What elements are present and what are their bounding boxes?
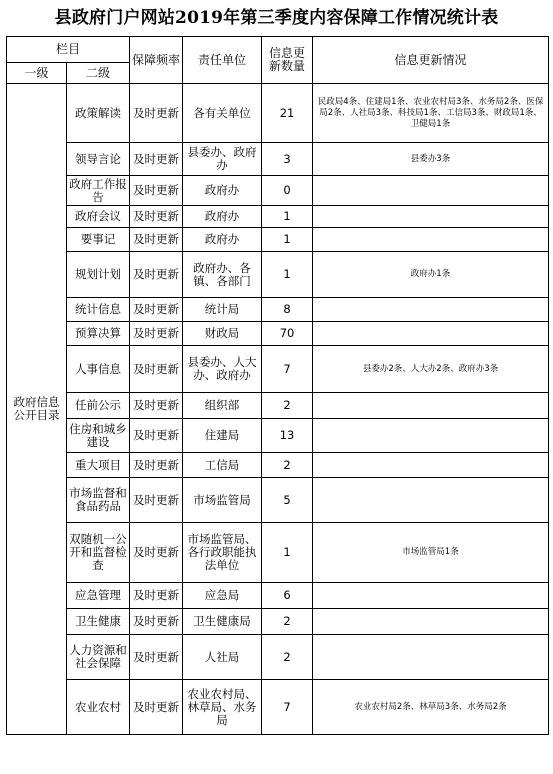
- table-row: [7, 298, 549, 322]
- table-row: [7, 143, 549, 176]
- responsible-unit-cell: 县委办、人大办、政府办: [183, 346, 262, 393]
- frequency-cell: 及时更新: [130, 252, 183, 298]
- responsible-unit-cell: 农业农村局、林草局、水务局: [183, 680, 262, 735]
- table-row: [7, 419, 549, 453]
- update-detail-cell: 县委办3条: [313, 143, 549, 176]
- level2-item-cell: 预算决算: [67, 322, 130, 346]
- table-row: [7, 609, 549, 635]
- update-count-cell: 1: [262, 228, 313, 252]
- update-detail-cell: [313, 228, 549, 252]
- statistics-table: [6, 36, 549, 735]
- responsible-unit-cell: 组织部: [183, 393, 262, 419]
- responsible-unit-cell: 市场监管局: [183, 478, 262, 523]
- header-level1: 一级: [7, 63, 67, 84]
- level2-item-cell: 政府工作报告: [67, 176, 130, 206]
- update-detail-cell: [313, 609, 549, 635]
- table-row: [7, 322, 549, 346]
- table-row: [7, 346, 549, 393]
- frequency-cell: 及时更新: [130, 609, 183, 635]
- level2-item-cell: 卫生健康: [67, 609, 130, 635]
- responsible-unit-cell: 卫生健康局: [183, 609, 262, 635]
- update-count-cell: 0: [262, 176, 313, 206]
- table-body: [7, 84, 549, 735]
- update-detail-cell: [313, 635, 549, 680]
- update-count-cell: 6: [262, 583, 313, 609]
- level2-item-cell: 人力资源和社会保障: [67, 635, 130, 680]
- update-count-cell: 3: [262, 143, 313, 176]
- update-detail-cell: [313, 298, 549, 322]
- level2-item-cell: 规划计划: [67, 252, 130, 298]
- update-count-cell: 5: [262, 478, 313, 523]
- table-row: [7, 176, 549, 206]
- level2-item-cell: 人事信息: [67, 346, 130, 393]
- header-frequency: 保障频率: [130, 37, 183, 84]
- responsible-unit-cell: 人社局: [183, 635, 262, 680]
- update-detail-cell: 民政局4条、住建局1条、农业农村局3条、水务局2条、医保局2条、人社局3条、科技局1条、工信局3条、财政局1条、卫健局1条: [313, 84, 549, 143]
- update-count-cell: 1: [262, 523, 313, 583]
- table-row: [7, 478, 549, 523]
- update-count-cell: 70: [262, 322, 313, 346]
- update-count-cell: 1: [262, 206, 313, 228]
- update-detail-cell: [313, 583, 549, 609]
- frequency-cell: 及时更新: [130, 84, 183, 143]
- update-detail-cell: [313, 453, 549, 478]
- level2-item-cell: 政府会议: [67, 206, 130, 228]
- update-count-cell: 7: [262, 346, 313, 393]
- update-count-cell: 2: [262, 609, 313, 635]
- update-count-cell: 7: [262, 680, 313, 735]
- responsible-unit-cell: 工信局: [183, 453, 262, 478]
- table-row: [7, 523, 549, 583]
- update-detail-cell: [313, 478, 549, 523]
- level2-item-cell: 住房和城乡建设: [67, 419, 130, 453]
- update-detail-cell: 市场监管局1条: [313, 523, 549, 583]
- frequency-cell: 及时更新: [130, 680, 183, 735]
- table-row: [7, 635, 549, 680]
- responsible-unit-cell: 应急局: [183, 583, 262, 609]
- update-detail-cell: 县委办2条、人大办2条、政府办3条: [313, 346, 549, 393]
- frequency-cell: 及时更新: [130, 419, 183, 453]
- responsible-unit-cell: 市场监管局、各行政职能执法单位: [183, 523, 262, 583]
- update-detail-cell: [313, 419, 549, 453]
- level2-item-cell: 应急管理: [67, 583, 130, 609]
- update-detail-cell: [313, 176, 549, 206]
- level2-item-cell: 统计信息: [67, 298, 130, 322]
- level2-item-cell: 重大项目: [67, 453, 130, 478]
- frequency-cell: 及时更新: [130, 298, 183, 322]
- update-detail-cell: 政府办1条: [313, 252, 549, 298]
- frequency-cell: 及时更新: [130, 228, 183, 252]
- frequency-cell: 及时更新: [130, 322, 183, 346]
- table-row: [7, 252, 549, 298]
- update-detail-cell: 农业农村局2条、林草局3条、水务局2条: [313, 680, 549, 735]
- responsible-unit-cell: 政府办: [183, 206, 262, 228]
- update-detail-cell: [313, 206, 549, 228]
- update-count-cell: 1: [262, 252, 313, 298]
- frequency-cell: 及时更新: [130, 583, 183, 609]
- frequency-cell: 及时更新: [130, 206, 183, 228]
- level2-item-cell: 任前公示: [67, 393, 130, 419]
- level2-item-cell: 领导言论: [67, 143, 130, 176]
- frequency-cell: 及时更新: [130, 523, 183, 583]
- update-count-cell: 21: [262, 84, 313, 143]
- responsible-unit-cell: 县委办、政府办: [183, 143, 262, 176]
- table-row: [7, 453, 549, 478]
- page-title: 县政府门户网站2019年第三季度内容保障工作情况统计表: [54, 8, 499, 28]
- level2-item-cell: 政策解读: [67, 84, 130, 143]
- table-row: [7, 583, 549, 609]
- header-level2: 二级: [67, 63, 130, 84]
- update-count-cell: 8: [262, 298, 313, 322]
- responsible-unit-cell: 统计局: [183, 298, 262, 322]
- table-row: [7, 84, 549, 143]
- table-row: [7, 228, 549, 252]
- update-count-cell: 2: [262, 635, 313, 680]
- frequency-cell: 及时更新: [130, 393, 183, 419]
- table-row: [7, 393, 549, 419]
- responsible-unit-cell: 政府办: [183, 228, 262, 252]
- responsible-unit-cell: 住建局: [183, 419, 262, 453]
- level2-item-cell: 市场监督和食品药品: [67, 478, 130, 523]
- header-update-detail: 信息更新情况: [313, 37, 549, 84]
- header-column-group: 栏目: [7, 37, 130, 63]
- table-row: [7, 680, 549, 735]
- update-count-cell: 2: [262, 453, 313, 478]
- update-count-cell: 2: [262, 393, 313, 419]
- header-responsible-unit: 责任单位: [183, 37, 262, 84]
- responsible-unit-cell: 各有关单位: [183, 84, 262, 143]
- frequency-cell: 及时更新: [130, 453, 183, 478]
- level2-item-cell: 要事记: [67, 228, 130, 252]
- update-count-cell: 13: [262, 419, 313, 453]
- responsible-unit-cell: 财政局: [183, 322, 262, 346]
- level2-item-cell: 农业农村: [67, 680, 130, 735]
- level2-item-cell: 双随机一公开和监督检查: [67, 523, 130, 583]
- level1-category-cell: 政府信息公开目录: [7, 84, 67, 735]
- responsible-unit-cell: 政府办、各镇、各部门: [183, 252, 262, 298]
- update-detail-cell: [313, 322, 549, 346]
- frequency-cell: 及时更新: [130, 176, 183, 206]
- update-detail-cell: [313, 393, 549, 419]
- responsible-unit-cell: 政府办: [183, 176, 262, 206]
- frequency-cell: 及时更新: [130, 346, 183, 393]
- frequency-cell: 及时更新: [130, 143, 183, 176]
- frequency-cell: 及时更新: [130, 635, 183, 680]
- table-row: [7, 206, 549, 228]
- frequency-cell: 及时更新: [130, 478, 183, 523]
- header-update-count: 信息更新数量: [262, 37, 313, 84]
